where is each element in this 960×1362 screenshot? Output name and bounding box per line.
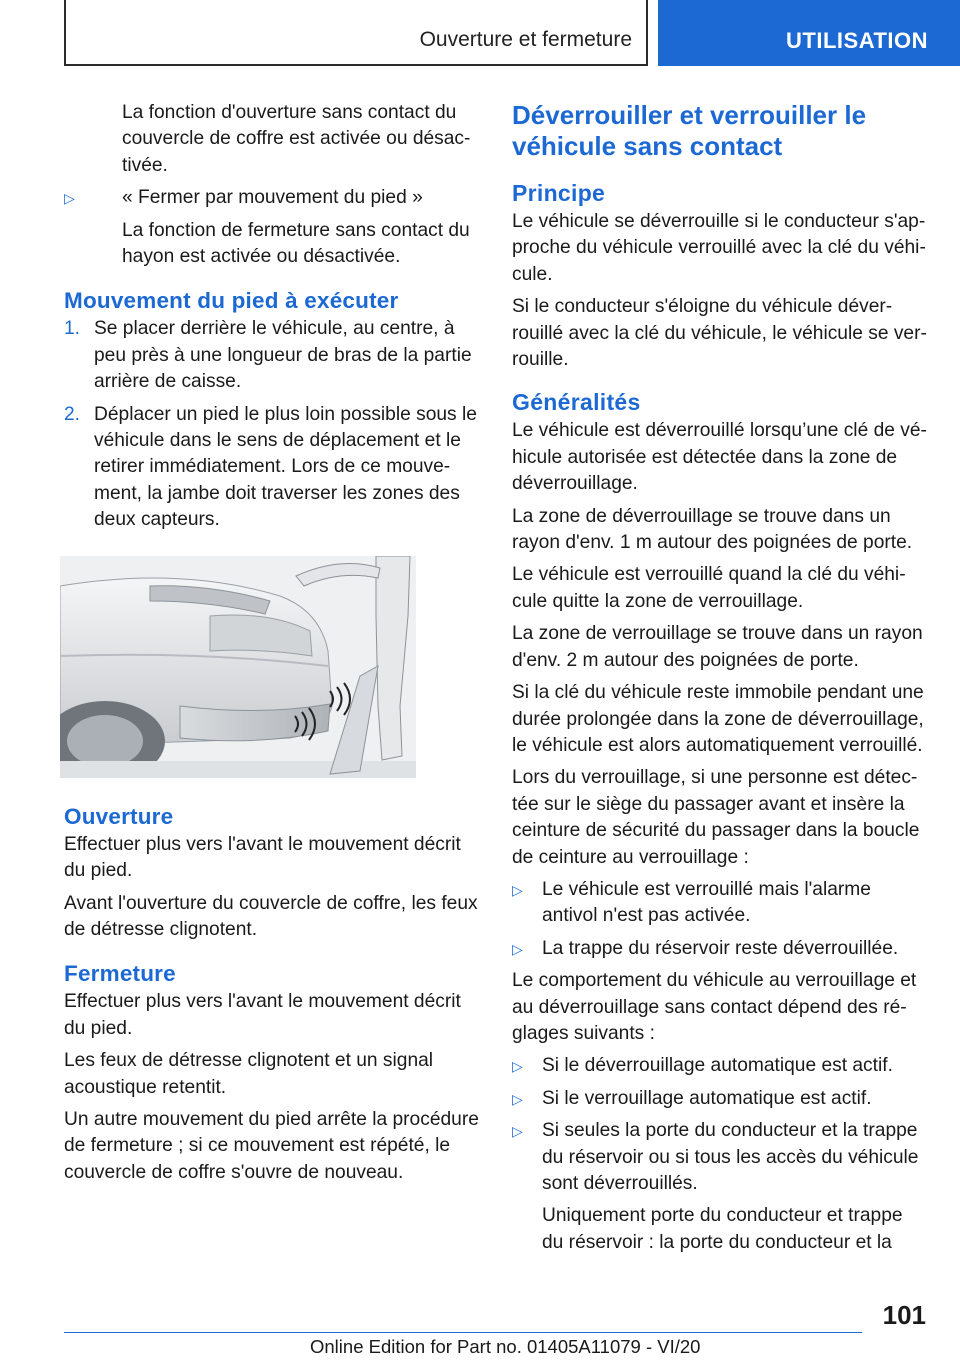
list-item: ▷ Si seules la porte du conducteur et la trappe du réservoir ou si tous les accès du véhicule sont déverrouillés. — [512, 1120, 919, 1194]
section-title: Déverrouiller et verrouiller le véhicule sans contact — [512, 100, 867, 161]
general-paragraph: La zone de déverrouillage se trouve dans un rayon d'env. 1 m autour des poignées de porte. — [512, 505, 913, 554]
intro-paragraph: La fonction d'ouverture sans contact du couvercle de coffre est activée ou désactivée. — [122, 102, 471, 176]
bullet-description: La fonction de fermeture sans contact du hayon est activée ou désactivée. — [122, 219, 470, 268]
list-item: ▷ La trappe du réservoir reste déverrouillée. — [512, 936, 928, 962]
behavior-paragraph: Le comportement du véhicule au verrouillage et au déverrouillage sans contact dépend des réglages suivants : — [512, 970, 917, 1044]
list-item: ▷ Le véhicule est verrouillé mais l'alarme antivol n'est pas activée. — [512, 878, 871, 927]
opening-paragraph: Effectuer plus vers l'avant le mouvement décrit du pied. — [64, 833, 461, 882]
closing-paragraph: Effectuer plus vers l'avant le mouvement décrit du pied. — [64, 991, 461, 1039]
page-number: 101 — [882, 1300, 926, 1330]
triangle-right-icon: ▷ — [512, 881, 523, 898]
general-paragraph: La zone de verrouillage se trouve dans un rayon d'env. 2 m autour des poignées de porte. — [512, 623, 923, 671]
list-item: ▷ « Fermer par mouvement du pied » — [64, 185, 480, 211]
heading-foot-movement: Mouvement du pied à exécuter — [64, 288, 399, 314]
principle-paragraph: Si le conducteur s'éloigne du véhicule déverrouillé avec la clé du véhicule, le véhicule se verrouille. — [512, 296, 927, 371]
triangle-right-icon: ▷ — [512, 1058, 523, 1075]
header-section-box — [64, 0, 648, 66]
general-paragraph: Lors du verrouillage, si une personne est détectée sur le siège du passager avant et insère la ceinture de sécurité du passager dans la boucle de ceinture au verrouillage : — [512, 767, 920, 868]
header-section-title: Ouverture et fermeture — [419, 28, 632, 51]
kick-sensor-illustration — [60, 556, 416, 778]
triangle-right-icon: ▷ — [512, 1123, 523, 1140]
header-chapter-title: UTILISATION — [786, 28, 928, 53]
triangle-right-icon: ▷ — [512, 940, 523, 957]
triangle-right-icon: ▷ — [64, 190, 75, 207]
heading-principle: Principe — [512, 180, 606, 206]
header-chapter-tab[interactable] — [658, 0, 960, 66]
step-item: 1. Se placer derrière le véhicule, au centre, à peu près à une longueur de bras de la partie arrière de caisse. — [64, 318, 472, 393]
general-paragraph: Si la clé du véhicule reste immobile pendant une durée prolongée dans la zone de déverrouillage, le véhicule est alors automatiquement verrouillé. — [512, 682, 924, 756]
triangle-right-icon: ▷ — [512, 1090, 523, 1107]
general-paragraph: Le véhicule est déverrouillé lorsqu’une clé de véhicule autorisée est détectée dans la zone de déverrouillage. — [512, 420, 927, 495]
closing-paragraph: Les feux de détresse clignotent et un signal acoustique retentit. — [64, 1050, 434, 1098]
right-column — [512, 100, 928, 1262]
heading-opening: Ouverture — [64, 803, 174, 829]
sub-paragraph: Uniquement porte du conducteur et trappe du réservoir : la porte du conducteur et la — [542, 1205, 903, 1253]
step-item: 2. Déplacer un pied le plus loin possible sous le véhicule dans le sens de déplacement et le retirer immédiatement. Lors de ce mouvement, la jambe doit traverser les zones des deux capteurs. — [64, 403, 477, 531]
list-item: ▷ Si le déverrouillage automatique est actif. — [512, 1053, 928, 1079]
list-item: ▷ Si le verrouillage automatique est actif. — [512, 1086, 928, 1112]
left-column — [64, 100, 480, 1192]
principle-paragraph: Le véhicule se déverrouille si le conducteur s'approche du véhicule verrouillé avec la clé du véhicule. — [512, 211, 926, 285]
heading-closing: Fermeture — [64, 961, 176, 987]
heading-general: Généralités — [512, 389, 641, 416]
opening-paragraph: Avant l'ouverture du couvercle de coffre, les feux de détresse clignotent. — [64, 892, 478, 940]
footer-divider — [64, 1332, 862, 1333]
general-paragraph: Le véhicule est verrouillé quand la clé du véhicule quitte la zone de verrouillage. — [512, 564, 906, 612]
closing-paragraph: Un autre mouvement du pied arrête la procédure de fermeture ; si ce mouvement est répété, le couvercle de coffre s'ouvre de nouveau. — [64, 1108, 479, 1183]
footer-edition: Online Edition for Part no. 01405A11079 - VI/20 — [310, 1336, 701, 1357]
